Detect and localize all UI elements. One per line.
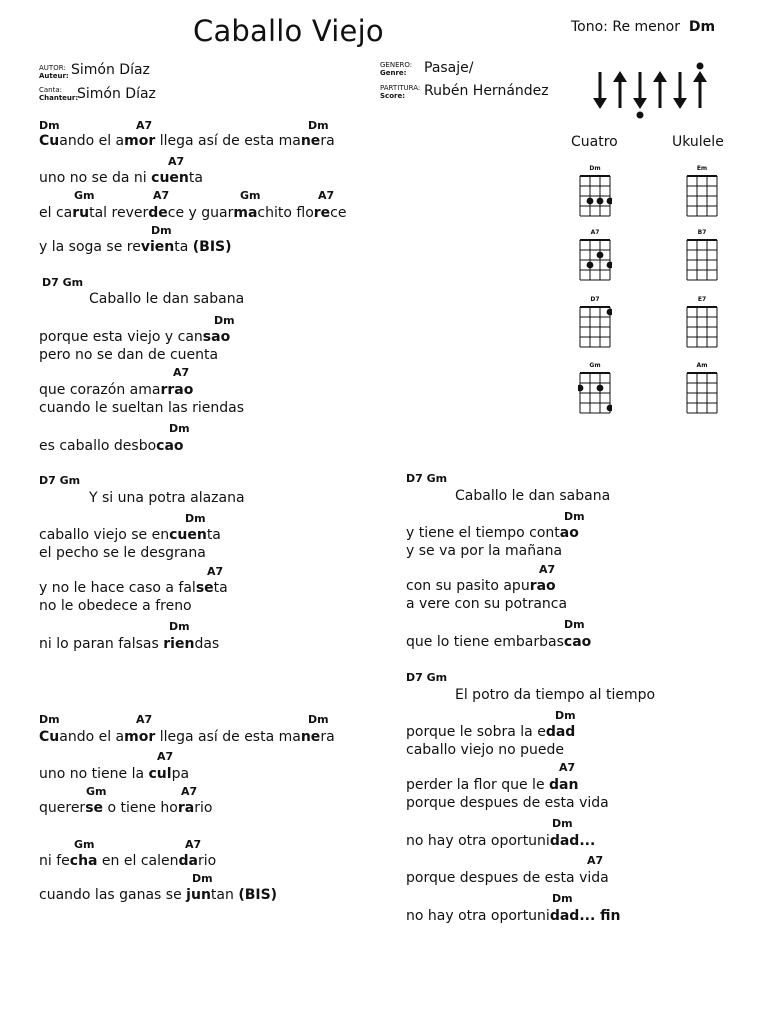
chord: Dm	[169, 422, 190, 435]
fretboard-grid	[578, 306, 612, 348]
singer-label	[39, 86, 78, 102]
singer-label-text: Canta:	[39, 86, 63, 94]
finger-dot	[607, 262, 612, 269]
lyric-line: porque esta viejo y cansao	[39, 329, 231, 345]
strum-up-accent-arrow	[693, 63, 707, 109]
genre-label	[380, 61, 412, 77]
chord: Gm	[74, 189, 95, 202]
lyric-line: pero no se dan de cuenta	[39, 347, 219, 363]
chord: A7	[168, 155, 185, 168]
strum-up-arrow-1	[613, 71, 627, 108]
finger-dot	[587, 262, 594, 269]
lyric-line: uno no tiene la culpa	[39, 766, 190, 782]
strumming-pattern	[590, 60, 712, 120]
author-label	[39, 64, 69, 80]
genre-label-sub: Genre:	[380, 69, 407, 77]
lyric-line: porque despues de esta vida	[406, 795, 609, 811]
lyric-line: uno no se da ni cuenta	[39, 170, 203, 186]
finger-dot	[578, 385, 583, 392]
lyric-line: Cuando el amor llega así de esta manera	[39, 133, 335, 149]
score-label	[380, 84, 420, 100]
chord: Dm	[151, 224, 172, 237]
ukulele-label: Ukulele	[672, 134, 724, 150]
finger-dot	[607, 405, 612, 412]
chord: Gm	[240, 189, 261, 202]
chord: Dm	[308, 119, 329, 132]
chord-diagram-name: B7	[697, 229, 707, 236]
lyric-line: ni lo paran falsas riendas	[39, 636, 220, 652]
key-chord: Dm	[688, 19, 716, 35]
strum-down-arrow-1	[593, 72, 607, 109]
chord-diagram-name: E7	[697, 296, 707, 303]
chord-diagram-name: Em	[696, 165, 708, 172]
chord: Dm	[555, 709, 576, 722]
lyric-line: Caballo le dan sabana	[455, 488, 611, 504]
chord: A7	[181, 785, 198, 798]
song-title: Caballo Viejo	[193, 14, 384, 48]
fretboard-grid	[685, 306, 719, 348]
chord-diagram-name: Am	[696, 362, 708, 369]
finger-dot	[597, 252, 604, 259]
cuatro-label: Cuatro	[571, 134, 618, 150]
lyric-line: que lo tiene embarbascao	[406, 634, 592, 650]
fretboard-grid	[685, 239, 719, 281]
chord: A7	[136, 713, 153, 726]
chord: A7	[587, 854, 604, 867]
finger-dot	[607, 309, 612, 316]
chord: D7 Gm	[406, 472, 448, 485]
chord: D7 Gm	[406, 671, 448, 684]
lyric-line: cuando le sueltan las riendas	[39, 400, 245, 416]
lyric-line: a vere con su potranca	[406, 596, 568, 612]
strum-up-arrow-2	[653, 71, 667, 108]
chord: A7	[539, 563, 556, 576]
lyric-line: Caballo le dan sabana	[89, 291, 245, 307]
score-author: Rubén Hernández	[424, 83, 549, 99]
chord: A7	[153, 189, 170, 202]
chord: Dm	[308, 713, 329, 726]
fretboard-grid	[578, 175, 612, 217]
score-label-sub: Score:	[380, 92, 405, 100]
strum-down-arrow-2	[673, 72, 687, 109]
genre-value: Pasaje/	[424, 60, 474, 76]
singer-name: Simón Díaz	[77, 86, 156, 102]
chord-diagram-name: Gm	[589, 362, 601, 369]
singer-label-sub: Chanteur:	[39, 94, 79, 102]
chord: Dm	[214, 314, 235, 327]
chord-diagram-name: D7	[590, 296, 600, 303]
lyric-line: Cuando el amor llega así de esta manera	[39, 729, 335, 745]
finger-dot	[597, 198, 604, 205]
key-label: Tono: Re menor	[571, 19, 680, 35]
chord: Gm	[74, 838, 95, 851]
author-name: Simón Díaz	[71, 62, 150, 78]
score-label-text: PARTITURA:	[380, 84, 421, 92]
chord: Dm	[552, 817, 573, 830]
chord: A7	[173, 366, 190, 379]
lyric-line: y se va por la mañana	[406, 543, 563, 559]
lyric-line: cuando las ganas se juntan (BIS)	[39, 887, 278, 903]
author-label-sub: Auteur:	[39, 72, 69, 80]
strum-down-accent-arrow	[633, 72, 647, 119]
finger-dot	[607, 198, 612, 205]
chord-diagram-name: A7	[590, 229, 600, 236]
lyric-line: con su pasito apurao	[406, 578, 556, 594]
fretboard-grid	[578, 372, 612, 414]
chord-diagram-name: Dm	[589, 165, 601, 172]
lyric-line: caballo viejo se encuenta	[39, 527, 221, 543]
lyric-line: y la soga se revienta (BIS)	[39, 239, 232, 255]
chord: Dm	[185, 512, 206, 525]
finger-dot	[587, 198, 594, 205]
chord: Dm	[39, 713, 60, 726]
lyric-line: porque despues de esta vida	[406, 870, 609, 886]
author-label-text: AUTOR:	[39, 64, 66, 72]
lyric-line: y no le hace caso a falseta	[39, 580, 228, 596]
lyric-line: no hay otra oportunidad...	[406, 833, 596, 849]
chord: A7	[559, 761, 576, 774]
lyric-line: el pecho se le desgrana	[39, 545, 206, 561]
finger-dot	[597, 385, 604, 392]
genre-label-text: GENERO:	[380, 61, 413, 69]
chord: Dm	[552, 892, 573, 905]
lyric-line: porque le sobra la edad	[406, 724, 576, 740]
lyric-line: que corazón amarrao	[39, 382, 194, 398]
chord: A7	[318, 189, 335, 202]
lyric-line: El potro da tiempo al tiempo	[455, 687, 656, 703]
chord: D7 Gm	[39, 474, 81, 487]
chord: D7 Gm	[42, 276, 84, 289]
lyric-line: el carutal reverdece y guarmachito florece	[39, 205, 347, 221]
chord: Dm	[564, 510, 585, 523]
lyric-line: caballo viejo no puede	[406, 742, 564, 758]
chord: Gm	[86, 785, 107, 798]
lyric-line: ni fecha en el calendario	[39, 853, 217, 869]
lyric-line: y tiene el tiempo contao	[406, 525, 579, 541]
lyric-line: es caballo desbocao	[39, 438, 184, 454]
key-info	[571, 19, 715, 35]
chord: A7	[136, 119, 153, 132]
lyric-line: Y si una potra alazana	[89, 490, 245, 506]
lyric-line: no hay otra oportunidad... fin	[406, 908, 621, 924]
chord: A7	[207, 565, 224, 578]
chord: A7	[157, 750, 174, 763]
fretboard-grid	[685, 175, 719, 217]
chord: Dm	[169, 620, 190, 633]
lyric-line: no le obedece a freno	[39, 598, 192, 614]
chord: A7	[185, 838, 202, 851]
fretboard-grid	[578, 239, 612, 281]
lyric-line: perder la flor que le dan	[406, 777, 579, 793]
chord: Dm	[564, 618, 585, 631]
chord: Dm	[192, 872, 213, 885]
fretboard-grid	[685, 372, 719, 414]
chord: Dm	[39, 119, 60, 132]
lyric-line: quererse o tiene horario	[39, 800, 213, 816]
